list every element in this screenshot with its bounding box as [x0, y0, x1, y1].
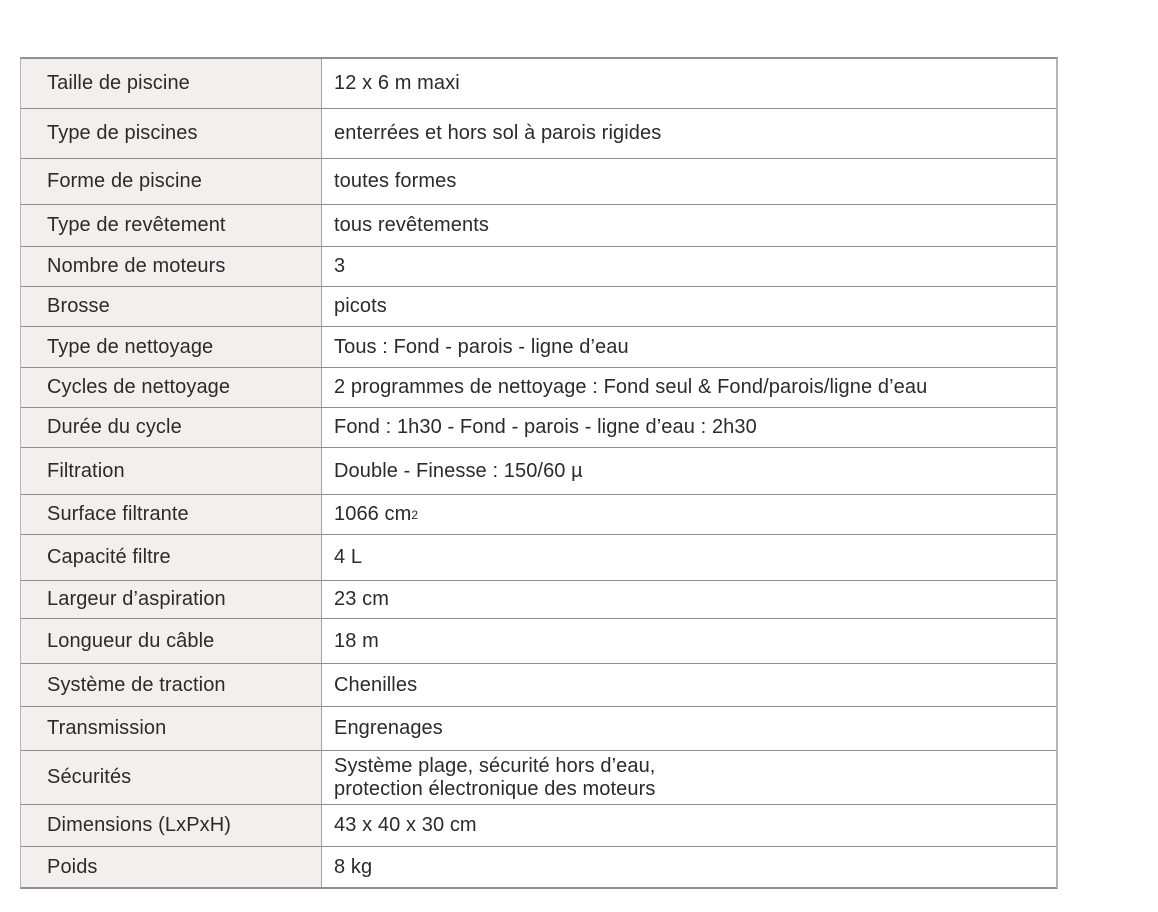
- spec-value: 43 x 40 x 30 cm: [334, 814, 477, 836]
- spec-value: 1066 cm 2: [334, 503, 419, 525]
- table-row: [21, 847, 1056, 887]
- spec-label: Durée du cycle: [21, 408, 322, 447]
- table-row: [21, 368, 1056, 408]
- spec-label: Surface filtrante: [21, 495, 322, 534]
- spec-label: Brosse: [21, 287, 322, 326]
- table-row: [21, 535, 1056, 581]
- specifications-table: [20, 57, 1058, 889]
- spec-value: Engrenages: [334, 717, 443, 739]
- spec-value: 3: [334, 255, 346, 277]
- spec-label: Filtration: [21, 448, 322, 494]
- spec-value: 2 programmes de nettoyage : Fond seul & Fond/parois/ligne d’eau: [334, 376, 928, 398]
- spec-label: Longueur du câble: [21, 619, 322, 663]
- spec-label: Type de nettoyage: [21, 327, 322, 367]
- spec-value: 4 L: [334, 546, 363, 568]
- table-row: [21, 619, 1056, 664]
- spec-value: 23 cm: [334, 588, 389, 610]
- spec-label: Cycles de nettoyage: [21, 368, 322, 407]
- spec-label: Largeur d’aspiration: [21, 581, 322, 618]
- spec-label: Capacité filtre: [21, 535, 322, 580]
- spec-value: enterrées et hors sol à parois rigides: [334, 122, 662, 144]
- security-line-2: protection électronique des moteurs: [334, 777, 656, 800]
- table-row: [21, 59, 1056, 109]
- table-row: [21, 448, 1056, 495]
- spec-label: Type de revêtement: [21, 205, 322, 246]
- spec-label: Système de traction: [21, 664, 322, 706]
- table-row: [21, 805, 1056, 847]
- spec-label: Taille de piscine: [21, 59, 322, 108]
- table-row: [21, 109, 1056, 159]
- spec-value: picots: [334, 295, 387, 317]
- spec-label: Sécurités: [21, 751, 322, 804]
- table-row: [21, 751, 1056, 805]
- spec-label: Nombre de moteurs: [21, 247, 322, 286]
- spec-value: 12 x 6 m maxi: [334, 72, 460, 94]
- spec-value: [322, 751, 1056, 804]
- spec-value: Tous : Fond - parois - ligne d’eau: [334, 335, 629, 358]
- spec-label: Transmission: [21, 707, 322, 750]
- table-row: [21, 159, 1056, 205]
- spec-value: toutes formes: [334, 170, 457, 192]
- table-row: [21, 287, 1056, 327]
- spec-value: Double - Finesse : 150/60 µ: [334, 459, 583, 482]
- spec-value: Chenilles: [334, 673, 418, 696]
- table-row: [21, 205, 1056, 247]
- table-row: [21, 707, 1056, 751]
- table-row: [21, 247, 1056, 287]
- spec-label: Type de piscines: [21, 109, 322, 158]
- surface-value: 1066 cm: [334, 503, 412, 525]
- spec-value: tous revêtements: [334, 214, 490, 236]
- table-row: [21, 495, 1056, 535]
- security-line-1: Système plage, sécurité hors d’eau,: [334, 754, 656, 777]
- table-row: [21, 408, 1056, 448]
- table-row: [21, 327, 1056, 368]
- spec-label: Forme de piscine: [21, 159, 322, 204]
- spec-label: Dimensions (LxPxH): [21, 805, 322, 846]
- spec-value: 18 m: [334, 629, 379, 652]
- spec-value: Fond : 1h30 - Fond - parois - ligne d’eau : 2h30: [334, 416, 757, 438]
- spec-value: 8 kg: [334, 855, 373, 878]
- spec-label: Poids: [21, 847, 322, 887]
- table-row: [21, 664, 1056, 707]
- table-row: [21, 581, 1056, 619]
